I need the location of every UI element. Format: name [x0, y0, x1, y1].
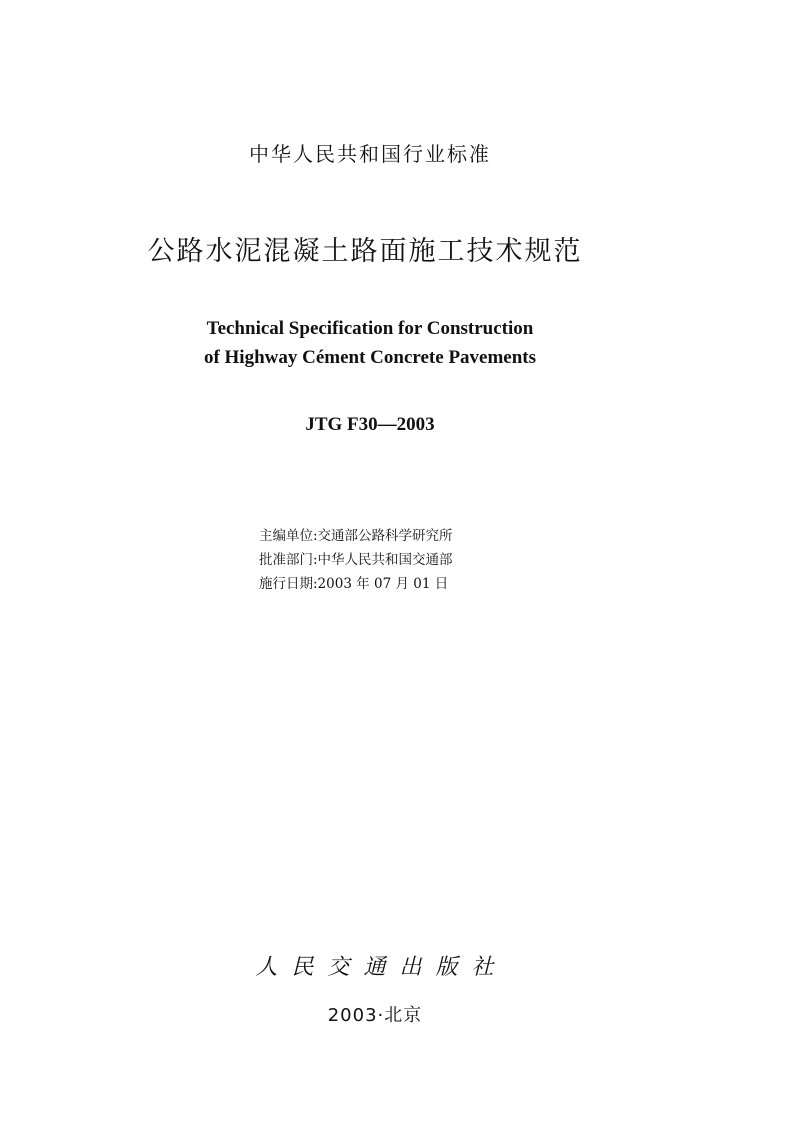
english-title-line-2: of Highway Cément Concrete Pavements: [203, 347, 537, 368]
approving-department: 批准部门:中华人民共和国交通部: [259, 552, 453, 568]
effective-date: 施行日期:2003 年 07 月 01 日: [259, 576, 449, 592]
publication-year-place: 2003·北京: [327, 1005, 423, 1026]
publication-info: [259, 524, 453, 596]
publisher-name: 人民交通出版社: [255, 955, 508, 980]
english-title-line-1: Technical Specification for Construction: [206, 318, 534, 339]
english-title: [0, 314, 740, 372]
chinese-title: 公路水泥混凝土路面施工技术规范: [147, 236, 583, 267]
standard-series-heading: 中华人民共和国行业标准: [249, 142, 491, 166]
standard-code: JTG F30—2003: [305, 414, 435, 435]
chief-editor-unit: 主编单位:交通部公路科学研究所: [259, 528, 453, 544]
